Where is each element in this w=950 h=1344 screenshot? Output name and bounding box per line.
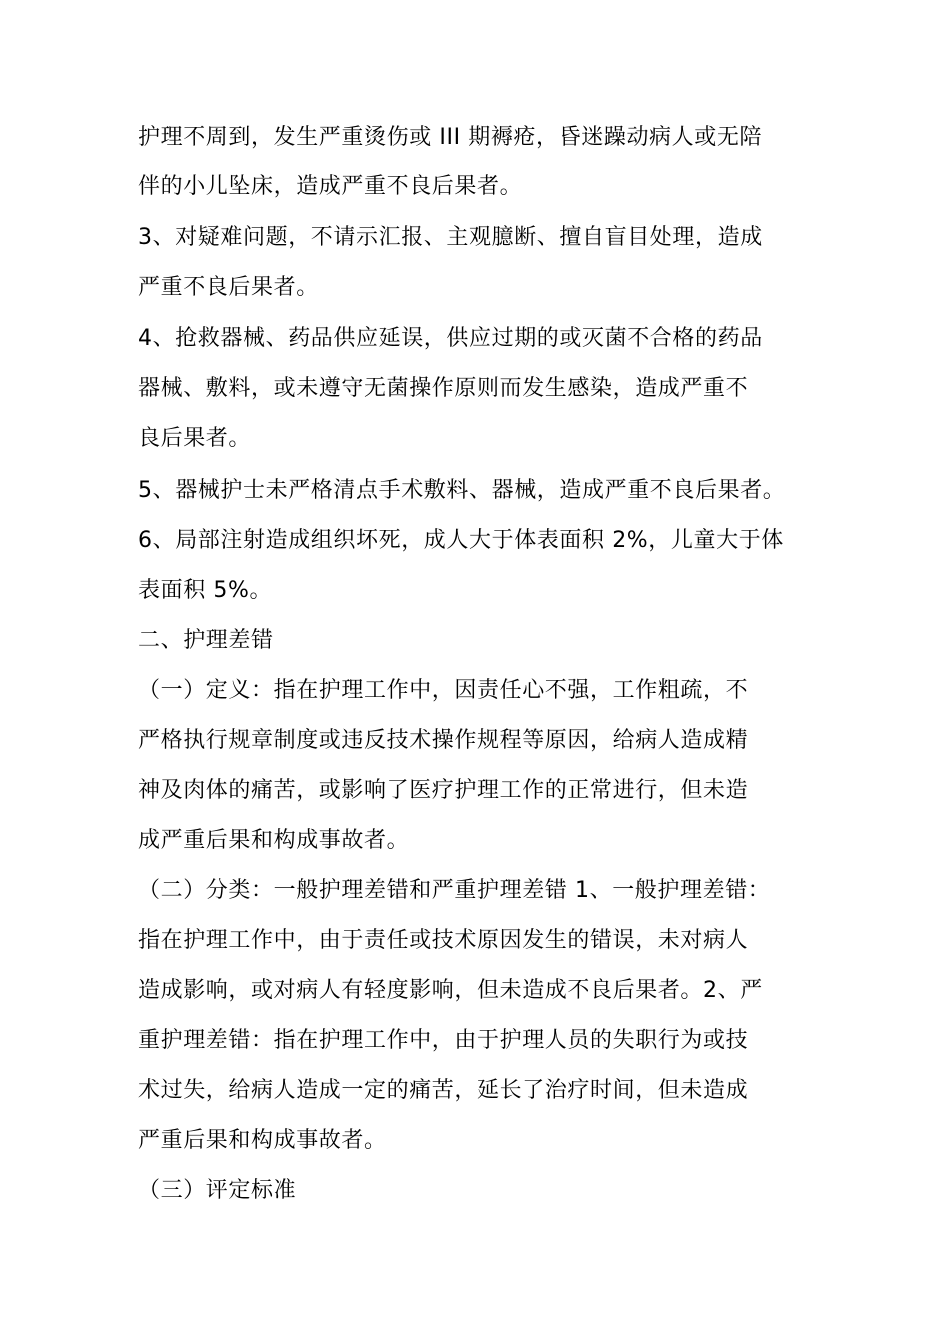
text-line: 严重后果和构成事故者。: [138, 1128, 387, 1153]
text-line: 伴的小儿坠床，造成严重不良后果者。: [138, 174, 523, 199]
text-line: 良后果者。: [138, 426, 252, 451]
text-line: 5、器械护士未严格清点手术敷料、器械，造成严重不良后果者。: [138, 478, 786, 503]
text-line: 护理不周到，发生严重烫伤或 III 期褥疮，昏迷躁动病人或无陪: [138, 125, 763, 150]
section-heading: 二、护理差错: [138, 628, 274, 653]
text-line: 造成影响，或对病人有轻度影响，但未造成不良后果者。2、严: [138, 978, 763, 1003]
text-line: 表面积 5%。: [138, 578, 273, 603]
text-line: 严格执行规章制度或违反技术操作规程等原因，给病人造成精: [138, 728, 749, 753]
subsection-heading: （三）评定标准: [138, 1178, 297, 1203]
text-line: 成严重后果和构成事故者。: [138, 828, 410, 853]
text-line: （一）定义：指在护理工作中，因责任心不强，工作粗疏，不: [138, 678, 749, 703]
text-line: 指在护理工作中，由于责任或技术原因发生的错误，未对病人: [138, 928, 749, 953]
text-line: 4、抢救器械、药品供应延误，供应过期的或灭菌不合格的药品: [138, 326, 763, 351]
text-line: 重护理差错：指在护理工作中，由于护理人员的失职行为或技: [138, 1028, 749, 1053]
text-line: 严重不良后果者。: [138, 275, 319, 300]
text-line: 术过失，给病人造成一定的痛苦，延长了治疗时间，但未造成: [138, 1078, 749, 1103]
text-line: 器械、敷料，或未遵守无菌操作原则而发生感染，造成严重不: [138, 376, 749, 401]
text-line: 神及肉体的痛苦，或影响了医疗护理工作的正常进行，但未造: [138, 778, 749, 803]
text-line: （二）分类：一般护理差错和严重护理差错 1、一般护理差错：: [138, 878, 771, 903]
text-line: 3、对疑难问题，不请示汇报、主观臆断、擅自盲目处理，造成: [138, 225, 763, 250]
text-line: 6、局部注射造成组织坏死，成人大于体表面积 2%，儿童大于体: [138, 528, 784, 553]
